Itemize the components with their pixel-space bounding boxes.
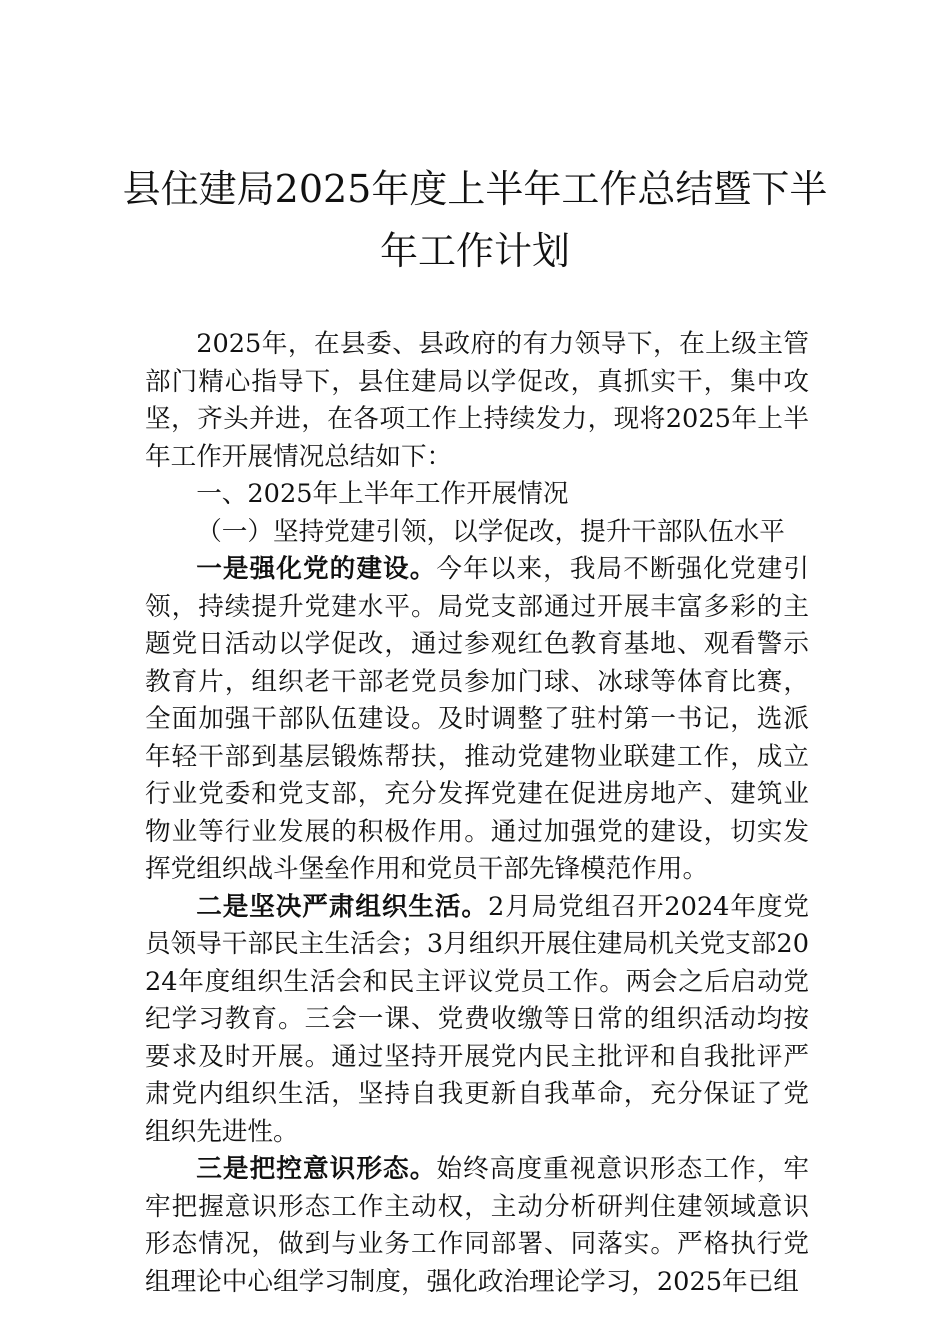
- item-lead-2: 二是坚决严肃组织生活。: [196, 891, 488, 922]
- item-paragraph-1: [145, 551, 809, 889]
- subsection-heading: （一）坚持党建引领，以学促改，提升干部队伍水平: [196, 516, 785, 547]
- title-line-2: 年工作计划: [379, 229, 570, 273]
- item-lead-3: 三是把控意识形态。: [196, 1154, 437, 1184]
- item-paragraph-2: [145, 889, 809, 1152]
- item-lead-1: 一是强化党的建设。: [196, 554, 437, 584]
- intro-paragraph: 2025年，在县委、县政府的有力领导下，在上级主管部门精心指导下，县住建局以学促改，真抓实干，集中攻坚，齐头并进，在各项工作上持续发力，现将2025年上半年工作开展情况总结如下：: [145, 329, 809, 472]
- title-line-1: 县住建局2025年度上半年工作总结暨下半: [122, 167, 828, 211]
- item-text-3: 始终高度重视意识形态工作，牢牢把握意识形态工作主动权，主动分析研判住建领域意识形态情况，做到与业务工作同部署、同落实。严格执行党组理论中心组学习制度，强化政治理论学习，2025年已组: [145, 1154, 809, 1297]
- document-body: [145, 326, 809, 1301]
- item-paragraph-3: [145, 1151, 809, 1301]
- document-title: [100, 158, 850, 282]
- section-heading: 一、2025年上半年工作开展情况: [196, 479, 569, 509]
- item-text-2: 2月局党组召开2024年度党员领导干部民主生活会；3月组织开展住建局机关党支部2024年度组织生活会和民主评议党员工作。两会之后启动党纪学习教育。三会一课、党费收缴等日常的组织活动均按要求及时开展。通过坚持开展党内民主批评和自我批评严肃党内组织生活，坚持自我更新自我革命，充分保证了党组织先进性。: [145, 891, 809, 1147]
- item-text-1: 今年以来，我局不断强化党建引领，持续提升党建水平。局党支部通过开展丰富多彩的主题党日活动以学促改，通过参观红色教育基地、观看警示教育片，组织老干部老党员参加门球、冰球等体育比赛，全面加强干部队伍建设。及时调整了驻村第一书记，选派年轻干部到基层锻炼帮扶，推动党建物业联建工作，成立行业党委和党支部，充分发挥党建在促进房地产、建筑业物业等行业发展的积极作用。通过加强党的建设，切实发挥党组织战斗堡垒作用和党员干部先锋模范作用。: [145, 554, 809, 884]
